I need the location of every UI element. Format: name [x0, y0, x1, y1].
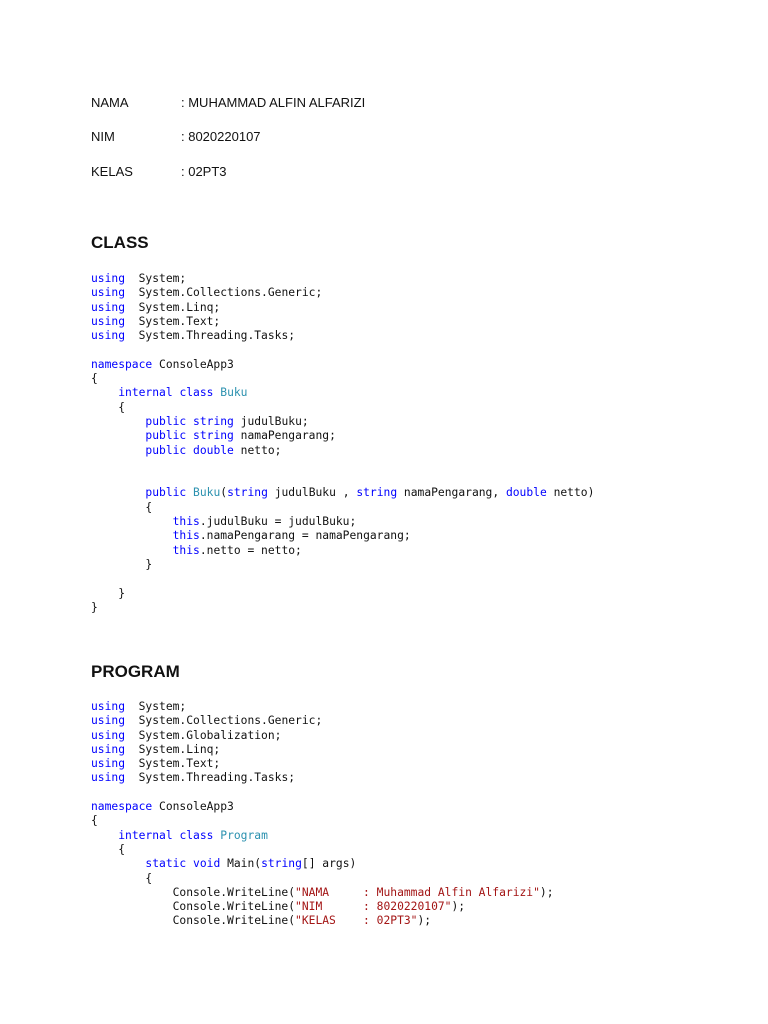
code-line	[91, 286, 594, 300]
code-token: string	[193, 429, 234, 443]
code-token: double	[505, 486, 547, 500]
code-line	[91, 714, 554, 728]
code-line	[91, 857, 554, 871]
code-token: .judulBuku = judulBuku;	[199, 515, 357, 529]
code-line	[91, 315, 594, 329]
code-token: public	[145, 429, 187, 443]
student-name-row	[91, 95, 365, 111]
code-line	[91, 729, 554, 743]
code-token: using	[91, 286, 126, 300]
code-line	[91, 757, 554, 771]
code-line	[91, 501, 594, 515]
code-token: using	[91, 771, 126, 785]
name-label: NAMA	[91, 95, 129, 110]
code-token	[91, 415, 145, 428]
code-token: string	[356, 486, 398, 500]
code-line	[91, 886, 554, 900]
code-token: judulBuku;	[233, 414, 309, 428]
code-token: using	[91, 714, 126, 728]
code-token: {	[91, 400, 126, 414]
name-value: : MUHAMMAD ALFIN ALFARIZI	[181, 95, 366, 110]
code-token: this	[172, 543, 200, 557]
code-token	[91, 515, 173, 528]
code-token: ConsoleApp3	[152, 800, 234, 814]
code-token: {	[91, 871, 153, 885]
code-token: );	[539, 885, 554, 899]
code-token: string	[261, 857, 302, 871]
code-line	[91, 572, 594, 586]
code-line	[91, 401, 594, 415]
code-token: System;	[125, 700, 187, 713]
student-nim-row	[91, 129, 261, 145]
code-token: "KELAS : 02PT3"	[295, 914, 418, 928]
code-token: namespace	[91, 357, 153, 371]
code-line	[91, 544, 594, 558]
code-token: string	[227, 486, 268, 500]
code-token: using	[91, 314, 126, 328]
code-token: class	[179, 386, 214, 400]
code-line	[91, 700, 554, 714]
code-token: );	[417, 914, 432, 928]
code-token: {	[91, 814, 98, 828]
code-token	[91, 444, 145, 457]
code-token: Program	[220, 828, 268, 842]
code-line	[91, 872, 554, 886]
code-token: Buku	[193, 486, 221, 500]
code-token: class	[179, 828, 214, 842]
nim-label: NIM	[91, 129, 115, 144]
code-token: void	[193, 857, 221, 871]
code-token: using	[91, 300, 126, 314]
code-line	[91, 829, 554, 843]
code-line	[91, 372, 594, 386]
code-token: double	[193, 443, 234, 457]
code-line	[91, 814, 554, 828]
code-line	[91, 914, 554, 928]
code-token	[91, 429, 145, 442]
code-token: internal	[118, 828, 173, 842]
kelas-value: : 02PT3	[181, 164, 227, 179]
code-token: System.Collections.Generic;	[125, 286, 323, 300]
code-token: }	[91, 557, 153, 571]
code-line	[91, 329, 594, 343]
code-token: System.Collections.Generic;	[125, 714, 323, 728]
code-token: static	[145, 857, 187, 871]
code-token: Console.WriteLine(	[91, 900, 296, 914]
code-line	[91, 515, 594, 529]
code-token	[91, 486, 145, 499]
code-line	[91, 900, 554, 914]
code-line	[91, 343, 594, 357]
code-token: }	[91, 600, 98, 614]
code-token	[91, 386, 118, 399]
code-token: System.Text;	[125, 757, 221, 771]
class-code-block	[91, 272, 594, 615]
code-line	[91, 771, 554, 785]
code-line	[91, 472, 594, 486]
code-token: using	[91, 757, 126, 771]
student-class-row	[91, 164, 227, 180]
code-token: Buku	[220, 386, 248, 400]
code-token: [] args)	[301, 857, 357, 871]
code-token: Console.WriteLine(	[91, 914, 296, 928]
code-token: }	[91, 586, 126, 600]
code-token: .namaPengarang = namaPengarang;	[199, 529, 411, 543]
code-line	[91, 458, 594, 472]
code-line	[91, 386, 594, 400]
code-line	[91, 800, 554, 814]
code-line	[91, 558, 594, 572]
code-token: using	[91, 700, 126, 713]
program-code-block	[91, 700, 554, 929]
code-token: public	[145, 443, 187, 457]
code-token: netto)	[546, 486, 595, 500]
code-token: (	[220, 486, 228, 500]
code-token: judulBuku ,	[267, 486, 357, 500]
code-line	[91, 358, 594, 372]
code-token	[91, 544, 173, 557]
class-section-heading: CLASS	[91, 233, 149, 252]
code-token: "NIM : 8020220107"	[295, 900, 452, 914]
code-line	[91, 743, 554, 757]
code-token: using	[91, 329, 126, 343]
code-token: System.Text;	[125, 314, 221, 328]
code-token	[91, 829, 118, 842]
code-line	[91, 444, 594, 458]
code-line	[91, 786, 554, 800]
code-line	[91, 301, 594, 315]
kelas-label: KELAS	[91, 164, 133, 179]
code-token: namaPengarang;	[233, 429, 336, 443]
code-token: System.Linq;	[125, 300, 221, 314]
code-line	[91, 587, 594, 601]
code-token: public	[145, 486, 187, 500]
code-line	[91, 429, 594, 443]
code-token	[91, 529, 173, 542]
code-token: namespace	[91, 800, 153, 814]
code-line	[91, 601, 594, 615]
code-line	[91, 843, 554, 857]
code-token: System.Threading.Tasks;	[125, 329, 296, 343]
code-token: System;	[125, 272, 187, 285]
code-token: ConsoleApp3	[152, 357, 234, 371]
code-token: this	[172, 515, 200, 529]
code-token: System.Threading.Tasks;	[125, 771, 296, 785]
code-token: netto;	[233, 443, 282, 457]
code-token: public	[145, 414, 187, 428]
nim-value: : 8020220107	[181, 129, 261, 144]
code-token: {	[91, 500, 153, 514]
code-line	[91, 415, 594, 429]
code-line	[91, 486, 594, 500]
code-token: Console.WriteLine(	[91, 885, 296, 899]
code-token: using	[91, 728, 126, 742]
code-token	[91, 857, 145, 870]
code-token: string	[193, 414, 234, 428]
code-token: {	[91, 372, 98, 386]
code-line	[91, 272, 594, 286]
code-token: .netto = netto;	[199, 543, 302, 557]
code-token: System.Linq;	[125, 742, 221, 756]
code-token: internal	[118, 386, 173, 400]
code-token: "NAMA : Muhammad Alfin Alfarizi"	[295, 885, 540, 899]
code-line	[91, 529, 594, 543]
code-token: namaPengarang,	[397, 486, 506, 500]
code-token: using	[91, 742, 126, 756]
program-section-heading: PROGRAM	[91, 662, 180, 681]
code-token: using	[91, 272, 126, 285]
code-token: );	[451, 900, 466, 914]
code-token: {	[91, 842, 126, 856]
code-token: System.Globalization;	[125, 728, 282, 742]
code-token: this	[172, 529, 200, 543]
code-token: Main(	[220, 857, 262, 871]
